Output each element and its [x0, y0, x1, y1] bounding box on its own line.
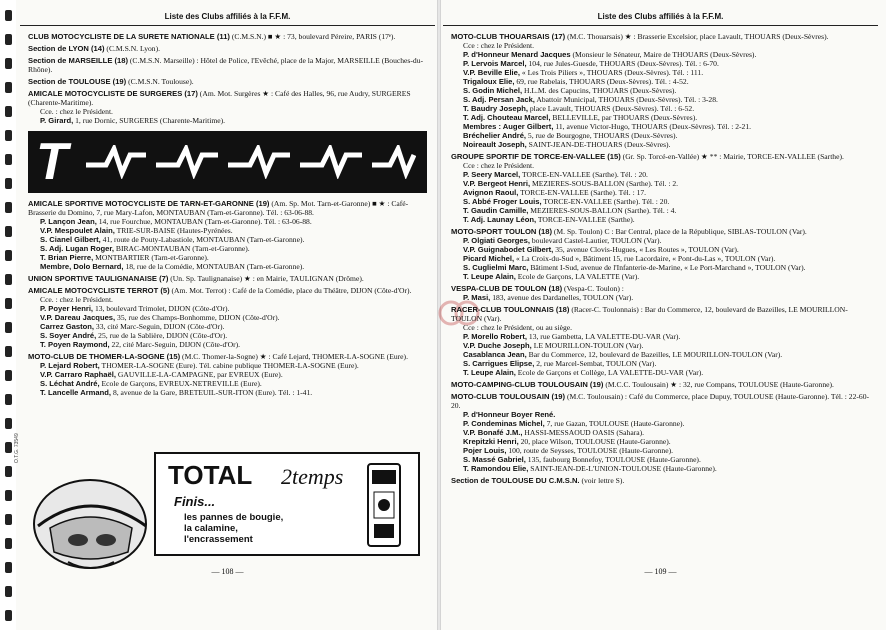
club-heading: [28, 274, 427, 283]
club-entry: [451, 392, 870, 473]
member-address: THOMER-LA-SOGNE (Eure). Tél. cabine publique THOMER-LA-SOGNE (Eure).: [99, 361, 359, 370]
right-page-header: Liste des Clubs affiliés à la F.F.M.: [443, 8, 878, 26]
member-name: V.P. Dareau Jacques,: [40, 313, 116, 322]
ad-benefit-line: la calamine,: [184, 523, 238, 534]
club-name: MOTO-CLUB THOUARSAIS (17): [451, 32, 566, 41]
member-address: 35, avenue Clovis-Hugues, « Les Routes », TOULON (Var).: [553, 245, 739, 254]
member-line: [451, 104, 870, 113]
club-entry: [451, 227, 870, 281]
binding-hole: [5, 442, 12, 453]
member-line: [28, 304, 427, 313]
left-page-header: Liste des Clubs affiliés à la F.F.M.: [20, 8, 435, 26]
binding-hole: [5, 82, 12, 93]
club-name: MOTO-CAMPING-CLUB TOULOUSAIN (19): [451, 380, 604, 389]
member-line: [451, 41, 870, 50]
club-entry: [451, 380, 870, 389]
binding-hole: [5, 514, 12, 525]
member-address: 20, place Wilson, TOULOUSE (Haute-Garonne).: [518, 437, 671, 446]
member-line: [451, 323, 870, 332]
member-line: [451, 206, 870, 215]
member-address: Cce : chez le Président.: [463, 161, 535, 170]
club-heading: [451, 305, 870, 323]
member-address: Ecole de Garçons, LA VALETTE (Var).: [515, 272, 640, 281]
member-address: 104, rue Jules-Guesde, THOUARS (Deux-Sèvres). Tél. : 6-70.: [526, 59, 719, 68]
member-address: 8, avenue de la Gare, BRETEUIL-SUR-ITON (Eure). Tél. : 1-41.: [111, 388, 313, 397]
member-name: S. Adj. Lugan Roger,: [40, 244, 114, 253]
member-line: [451, 161, 870, 170]
member-address: « La Croix-du-Sud », Bâtiment 15, rue Lacordaire, « Pont-du-Las », TOULON (Var).: [514, 254, 776, 263]
member-name: P. Olgiati Georges,: [463, 236, 530, 245]
club-entry: [28, 286, 427, 349]
member-line: [451, 179, 870, 188]
member-address: 183, avenue des Dardanelles, TOULON (Var).: [490, 293, 634, 302]
member-line: [451, 86, 870, 95]
member-name: T. Poyen Raymond,: [40, 340, 110, 349]
club-entry: [28, 274, 427, 283]
club-details: (M. Sp. Toulon) C : Bar Central, place de la République, SIBLAS-TOULON (Var).: [551, 227, 807, 236]
club-heading: [28, 77, 427, 86]
binding-hole: [5, 202, 12, 213]
member-line: [451, 464, 870, 473]
ad-benefits: [184, 512, 283, 545]
binding-hole: [5, 130, 12, 141]
club-details: (Gr. Sp. Torcé-en-Vallée) ★ ** : Mairie, TORCE-EN-VALLEE (Sarthe).: [620, 152, 844, 161]
member-address: 25, rue de la Sablière, DIJON (Côte-d'Or).: [96, 331, 228, 340]
club-details: (C.M.S.N.) ■ ★ : 73, boulevard Péreire, PARIS (17ᵉ).: [229, 32, 396, 41]
member-address: MEZIERES-SOUS-BALLON (Sarthe). Tél. : 2.: [530, 179, 679, 188]
club-entry: [451, 476, 870, 485]
member-address: 5, rue de Bourgogne, THOUARS (Deux-Sèvres).: [526, 131, 678, 140]
member-name: T. Adj. Chouteau Marcel,: [463, 113, 551, 122]
member-address: place Lavault, THOUARS (Deux-Sèvres). Tél. : 6-52.: [527, 104, 695, 113]
club-entry: [28, 352, 427, 397]
club-name: AMICALE MOTOCYCLISTE DE SURGERES (17): [28, 89, 198, 98]
member-address: « Les Trois Piliers », THOUARS (Deux-Sèvres). Tél. : 111.: [520, 68, 704, 77]
member-line: [28, 253, 427, 262]
member-line: [451, 236, 870, 245]
member-name: Picard Michel,: [463, 254, 515, 263]
club-entry: [28, 32, 427, 41]
member-name: T. Ramondou Elie,: [463, 464, 529, 473]
club-name: Section de TOULOUSE (19): [28, 77, 127, 86]
member-address: GAUVILLE-LA-CAMPAGNE, par EVREUX (Eure).: [115, 370, 283, 379]
member-line: [451, 272, 870, 281]
member-line: [451, 245, 870, 254]
member-address: SAINT-JEAN-DE-L'UNION-TOULOUSE (Haute-Garonne).: [528, 464, 717, 473]
club-details: (Am. Mot. Terrot) : Café de la Comédie, place du Théâtre, DIJON (Côte-d'Or).: [169, 286, 412, 295]
total-ad-box: [154, 452, 420, 556]
member-line: [451, 293, 870, 302]
member-name: S. Cianel Gilbert,: [40, 235, 101, 244]
member-name: T. Lancelle Armand,: [40, 388, 112, 397]
right-page: [443, 8, 878, 622]
member-address: 2, rue Marcel-Sembat, TOULON (Var).: [534, 359, 657, 368]
club-name: RACER-CLUB TOULONNAIS (18): [451, 305, 570, 314]
binding-hole: [5, 418, 12, 429]
club-entry: [451, 152, 870, 224]
member-address: TORCE-EN-VALLEE (Sarthe). Tél. : 20.: [520, 170, 648, 179]
club-heading: [28, 56, 427, 74]
club-details: (Racer-C. Toulonnais) : Bar du Commerce, 12, boulevard de Bazeilles, LE MOURILLON-TOULON (Var).: [451, 305, 848, 323]
member-name: Bréchelier André,: [463, 131, 527, 140]
member-address: BIRAC-MONTAUBAN (Tarn-et-Garonne).: [113, 244, 250, 253]
member-line: [451, 359, 870, 368]
member-name: S. Soyer André,: [40, 331, 97, 340]
member-line: [28, 217, 427, 226]
member-name: Krepitzki Henri,: [463, 437, 519, 446]
member-address: 11, avenue Victor-Hugo, THOUARS (Deux-Sèvres). Tél. : 2-21.: [553, 122, 752, 131]
member-line: [451, 68, 870, 77]
member-name: Casablanca Jean,: [463, 350, 527, 359]
lightning-pattern-graphic: [86, 145, 416, 179]
member-address: TORCE-EN-VALLEE (Sarthe).: [536, 215, 635, 224]
member-name: P. d'Honneur Boyer René.: [463, 410, 556, 419]
club-name: AMICALE SPORTIVE MOTOCYCLISTE DE TARN-ET-GARONNE (19): [28, 199, 270, 208]
member-name: V.P. Mespoulet Alain,: [40, 226, 115, 235]
member-address: Bar du Commerce, 12, boulevard de Bazeilles, LE MOURILLON-TOULON (Var).: [526, 350, 783, 359]
member-address: 35, rue des Champs-Bonhomme, DIJON (Côte-d'Or).: [115, 313, 280, 322]
member-name: V.P. Beville Elie,: [463, 68, 520, 77]
member-address: 14, rue Fourchue, MONTAUBAN (Tarn-et-Garonne). Tél. : 63-06-88.: [96, 217, 312, 226]
club-name: UNION SPORTIVE TAULIGNANAISE (7): [28, 274, 169, 283]
oil-dispenser-icon: [366, 462, 402, 548]
member-name: P. Condeminas Michel,: [463, 419, 545, 428]
member-line: [451, 50, 870, 59]
member-address: Bâtiment I-Sud, avenue de l'Infanterie-de-Marine, « Le Port-Marchand », TOULON (Var).: [528, 263, 806, 272]
member-line: [451, 59, 870, 68]
member-line: [28, 244, 427, 253]
left-page: [14, 8, 435, 622]
ad-benefit-line: les pannes de bougie,: [184, 512, 284, 523]
member-address: (Monsieur le Sénateur, Maire de THOUARS (Deux-Sèvres).: [570, 50, 757, 59]
binding-hole: [5, 10, 12, 21]
ad-product: 2temps: [281, 464, 344, 489]
member-address: 100, route de Seysses, TOULOUSE (Haute-Garonne).: [506, 446, 674, 455]
member-name: P. Morello Robert,: [463, 332, 527, 341]
member-line: [451, 428, 870, 437]
member-line: [451, 95, 870, 104]
club-name: Section de MARSEILLE (18): [28, 56, 128, 65]
club-name: MOTO-CLUB TOULOUSAIN (19): [451, 392, 566, 401]
spiral-binding: [0, 0, 16, 630]
member-line: [451, 263, 870, 272]
member-name: P. Masi,: [463, 293, 491, 302]
binding-hole: [5, 250, 12, 261]
member-address: Cce. : chez le Président.: [40, 295, 113, 304]
ad-benefit-line: l'encrassement: [184, 534, 253, 545]
club-entry: [451, 32, 870, 149]
club-details: (M.C. Thouarsais) ★ : Brasserie Excelsior, place Lavault, THOUARS (Deux-Sèvres).: [565, 32, 829, 41]
club-details: (Vespa-C. Toulon) :: [562, 284, 624, 293]
binding-hole: [5, 226, 12, 237]
binding-hole: [5, 274, 12, 285]
club-name: CLUB MOTOCYCLISTE DE LA SURETE NATIONALE (11): [28, 32, 230, 41]
member-address: Ecole de Garçons et Collège, LA VALETTE-DU-VAR (Var).: [515, 368, 704, 377]
club-heading: [451, 284, 870, 293]
member-line: [28, 388, 427, 397]
member-address: LE MOURILLON-TOULON (Var).: [531, 341, 644, 350]
binding-hole: [5, 34, 12, 45]
binding-hole: [5, 154, 12, 165]
member-address: SAINT-JEAN-DE-THOUARS (Deux-Sèvres).: [526, 140, 671, 149]
right-page-number: — 109 —: [644, 567, 677, 576]
club-details: (voir lettre S).: [579, 476, 625, 485]
member-name: Trigaloux Elie,: [463, 77, 515, 86]
member-address: 18, rue de la Comédie, MONTAUBAN (Tarn-et-Garonne).: [123, 262, 305, 271]
member-name: V.P. Duche Joseph,: [463, 341, 532, 350]
club-entry: [28, 44, 427, 53]
member-address: Cce. : chez le Président.: [40, 107, 113, 116]
member-address: 13, boulevard Trimolet, DIJON (Côte-d'Or).: [93, 304, 230, 313]
binding-hole: [5, 106, 12, 117]
member-line: [28, 295, 427, 304]
club-entry: [28, 56, 427, 74]
member-address: boulevard Castel-Lautier, TOULON (Var).: [529, 236, 662, 245]
member-line: [28, 235, 427, 244]
member-line: [451, 437, 870, 446]
club-heading: [451, 32, 870, 41]
binding-hole: [5, 394, 12, 405]
club-details: (M.C. Thomer-la-Sogne) ★ : Café Lejard, THOMER-LA-SOGNE (Eure).: [180, 352, 408, 361]
member-line: [451, 113, 870, 122]
member-line: [28, 322, 427, 331]
member-line: [451, 368, 870, 377]
left-page-body: [20, 26, 435, 125]
club-name: MOTO-CLUB DE THOMER-LA-SOGNE (15): [28, 352, 181, 361]
right-page-body: [443, 26, 878, 485]
t-advertisement-banner: [28, 131, 427, 193]
binding-hole: [5, 346, 12, 357]
club-details: (C.M.S.N. Lyon).: [104, 44, 161, 53]
member-line: [451, 350, 870, 359]
member-line: [28, 370, 427, 379]
club-heading: [451, 227, 870, 236]
member-name: Membre, Dolo Bernard,: [40, 262, 124, 271]
member-address: MONTBARTIER (Tarn-et-Garonne).: [93, 253, 209, 262]
member-address: Cce : chez le Président.: [463, 41, 535, 50]
club-name: Section de LYON (14): [28, 44, 105, 53]
member-address: 69, rue Rabelais, THOUARS (Deux-Sèvres). Tél. : 4-52.: [514, 77, 689, 86]
member-name: S. Adj. Persan Jack,: [463, 95, 535, 104]
club-heading: [28, 44, 427, 53]
club-details: (Am. Mot. Surgères ★ : Café des Halles, 96, rue Audry, SURGERES (Charente-Maritime).: [28, 89, 411, 107]
club-details: (M.C.C. Toulousain) ★ : 32, rue Compans, TOULOUSE (Haute-Garonne).: [603, 380, 834, 389]
club-heading: [451, 476, 870, 485]
member-name: Avignon Raoul,: [463, 188, 519, 197]
member-address: H.L.M. des Capucins, THOUARS (Deux-Sèvres).: [522, 86, 677, 95]
club-heading: [28, 286, 427, 295]
club-heading: [28, 352, 427, 361]
binding-hole: [5, 538, 12, 549]
club-heading: [451, 380, 870, 389]
club-name: VESPA-CLUB DE TOULON (18): [451, 284, 563, 293]
member-name: P. Lejard Robert,: [40, 361, 100, 370]
member-name: S. Carrigues Elipse,: [463, 359, 535, 368]
club-name: AMICALE MOTOCYCLISTE TERROT (5): [28, 286, 170, 295]
member-address: TORCE-EN-VALLEE (Sarthe). Tél. : 17.: [518, 188, 647, 197]
member-address: TRIE-SUR-BAISE (Hautes-Pyrénées.: [114, 226, 233, 235]
member-line: [451, 455, 870, 464]
member-address: MEZIERES-SOUS-BALLON (Sarthe). Tél. : 4.: [528, 206, 677, 215]
right-entries: [451, 32, 870, 485]
left-top-entries: [28, 32, 427, 125]
member-name: P. Poyer Henri,: [40, 304, 94, 313]
member-address: 135, faubourg Bonnefoy, TOULOUSE (Haute-Garonne).: [525, 455, 701, 464]
member-name: V.P. Bonafé J.M.,: [463, 428, 523, 437]
binding-hole: [5, 610, 12, 621]
member-name: P. Lervois Marcel,: [463, 59, 527, 68]
member-address: HASSI-MESSAOUD OASIS (Sahara).: [522, 428, 645, 437]
member-line: [451, 341, 870, 350]
club-heading: [451, 152, 870, 161]
binding-hole: [5, 586, 12, 597]
ad-slogan: Finis...: [174, 494, 216, 509]
member-address: Abattoir Municipal, THOUARS (Deux-Sèvres). Tél. : 3-28.: [534, 95, 718, 104]
member-line: [451, 419, 870, 428]
member-address: 41, route de Pouty-Labastiole, MONTAUBAN (Tarn-et-Garonne).: [100, 235, 305, 244]
member-name: Membres : Auger Gilbert,: [463, 122, 554, 131]
left-entries: [28, 199, 427, 397]
club-entry: [451, 284, 870, 302]
member-line: [28, 262, 427, 271]
member-name: T. Leupe Alain,: [463, 272, 516, 281]
member-name: S. Abbé Froger Louis,: [463, 197, 542, 206]
member-name: Carrez Gaston,: [40, 322, 95, 331]
member-line: [28, 379, 427, 388]
member-name: P. Lançon Jean,: [40, 217, 97, 226]
member-name: S. Léchat André,: [40, 379, 100, 388]
member-line: [451, 77, 870, 86]
club-heading: [451, 392, 870, 410]
member-address: 22, cité Marc-Seguin, DIJON (Côte-d'Or).: [109, 340, 241, 349]
club-entry: [28, 199, 427, 271]
binding-hole: [5, 490, 12, 501]
printer-stamp: O.T.G. 73549: [14, 433, 20, 463]
member-line: [28, 116, 427, 125]
member-name: T. Brian Pierre,: [40, 253, 94, 262]
member-line: [451, 122, 870, 131]
club-heading: [28, 89, 427, 107]
ad-letter: T: [36, 133, 68, 191]
total-2temps-advertisement: [28, 448, 428, 586]
member-line: [451, 254, 870, 263]
binding-hole: [5, 322, 12, 333]
member-line: [451, 197, 870, 206]
member-line: [451, 170, 870, 179]
club-details: (C.M.S.N. Toulouse).: [126, 77, 194, 86]
ad-brand: TOTAL: [168, 460, 253, 490]
member-name: S. Cuglielmi Marc,: [463, 263, 529, 272]
member-address: Ecole de Garçons, EVREUX-NETREVILLE (Eure).: [99, 379, 262, 388]
club-details: (M.C. Toulousain) : Café du Commerce, place Dupuy, TOULOUSE (Haute-Garonne). Tél. : 22-60-20.: [451, 392, 870, 410]
club-entry: [28, 89, 427, 125]
member-name: T. Gaudin Camille,: [463, 206, 529, 215]
member-line: [451, 131, 870, 140]
member-address: 1, rue Dornic, SURGERES (Charente-Maritime).: [73, 116, 226, 125]
member-line: [28, 226, 427, 235]
club-name: MOTO-SPORT TOULON (18): [451, 227, 552, 236]
member-line: [451, 410, 870, 419]
member-name: P. Seery Marcel,: [463, 170, 521, 179]
member-line: [451, 140, 870, 149]
member-line: [451, 188, 870, 197]
member-line: [28, 331, 427, 340]
club-name: GROUPE SPORTIF DE TORCE-EN-VALLEE (15): [451, 152, 621, 161]
left-page-number: — 108 —: [211, 567, 244, 576]
binding-hole: [5, 370, 12, 381]
member-name: P. Girard,: [40, 116, 74, 125]
member-name: S. Godin Michel,: [463, 86, 523, 95]
club-entry: [28, 77, 427, 86]
club-name: Section de TOULOUSE DU C.M.S.N.: [451, 476, 580, 485]
member-name: T. Leupe Alain,: [463, 368, 516, 377]
club-details: (Am. Sp. Mot. Tarn-et-Garonne) ■ ★ : Café-Brasserie du Domino, 7, rue Mary-Lafon, MONTAUBAN (Tarn-et-Garonne). Tél. : 63-06-88.: [28, 199, 409, 217]
member-address: 7, rue Gazan, TOULOUSE (Haute-Garonne).: [544, 419, 685, 428]
member-address: 13, rue Gambetta, LA VALETTE-DU-VAR (Var).: [527, 332, 681, 341]
club-details: (C.M.S.N. Marseille) : Hôtel de Police, l'Evêché, place de la Major, MARSEILLE (Bouches-du-Rhône).: [28, 56, 424, 74]
member-name: P. d'Honneur Menard Jacques: [463, 50, 571, 59]
member-line: [451, 332, 870, 341]
member-name: V.P. Carraro Raphaël,: [40, 370, 116, 379]
member-name: S. Massé Gabriel,: [463, 455, 526, 464]
member-line: [28, 340, 427, 349]
member-name: Pojer Louis,: [463, 446, 507, 455]
binding-hole: [5, 58, 12, 69]
member-name: V.P. Guignabodet Gilbert,: [463, 245, 554, 254]
club-entry: [451, 305, 870, 377]
member-name: V.P. Bergeot Henri,: [463, 179, 531, 188]
binding-hole: [5, 298, 12, 309]
member-name: T. Baudry Joseph,: [463, 104, 528, 113]
member-name: Noireault Joseph,: [463, 140, 527, 149]
binding-hole: [5, 562, 12, 573]
member-line: [28, 361, 427, 370]
member-line: [28, 313, 427, 322]
binding-hole: [5, 178, 12, 189]
binding-hole: [5, 466, 12, 477]
member-address: TORCE-EN-VALLEE (Sarthe). Tél. : 20.: [541, 197, 670, 206]
member-address: Cce : chez le Président, ou au siège.: [463, 323, 573, 332]
member-line: [28, 107, 427, 116]
member-address: BELLEVILLE, par THOUARS (Deux-Sèvres).: [550, 113, 698, 122]
member-name: T. Adj. Launay Léon,: [463, 215, 537, 224]
member-line: [451, 446, 870, 455]
member-address: 33, cité Marc-Seguin, DIJON (Côte-d'Or).: [94, 322, 225, 331]
club-details: (Un. Sp. Taulignanaise) ★ : en Mairie, TAULIGNAN (Drôme).: [168, 274, 364, 283]
club-heading: [28, 199, 427, 217]
left-page-lower-body: [20, 199, 435, 397]
member-line: [451, 215, 870, 224]
club-heading: [28, 32, 427, 41]
